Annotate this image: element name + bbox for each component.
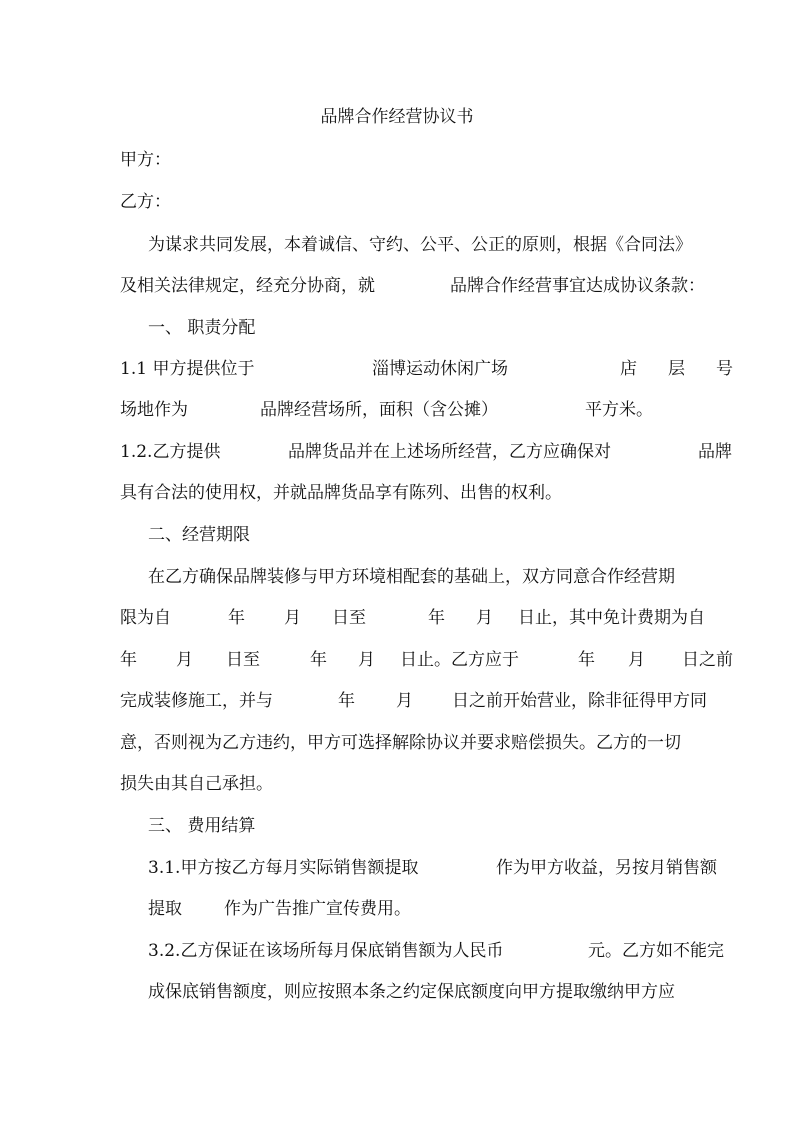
term-start-year: 年 (228, 608, 245, 628)
open-year: 年 (338, 691, 355, 711)
clause-3-1-text-c: 提取 (148, 899, 182, 919)
party-a-label: 甲方： (120, 150, 171, 170)
clause-1-2-line-2: 具有合法的使用权，并就品牌货品享有陈列、出售的权利。 (120, 483, 562, 503)
clause-3-2-text-b: 元。乙方如不能完 (588, 941, 724, 961)
decor-end-text: 日之前 (682, 650, 733, 670)
clause-1-1-number: 号 (716, 359, 733, 379)
section-2-line-1: 在乙方确保品牌装修与甲方环境相配套的基础上，双方同意合作经营期 (148, 567, 675, 587)
clause-1-2-text-b: 品牌货品并在上述场所经营，乙方应确保对 (288, 442, 611, 462)
open-label: 完成装修施工，并与 (120, 691, 273, 711)
decor-month: 月 (628, 650, 645, 670)
term-start-day-to: 日至 (332, 608, 366, 628)
clause-1-1-text-f: 场地作为 (120, 400, 188, 420)
party-b-label: 乙方： (120, 192, 171, 212)
section-3-heading: 三、 费用结算 (148, 816, 256, 836)
free-end-text: 日止。乙方应于 (400, 650, 519, 670)
free-end-year: 年 (310, 650, 327, 670)
section-2-line-5: 意，否则视为乙方违约，甲方可选择解除协议并要求赔偿损失。乙方的一切 (120, 733, 681, 753)
clause-1-1-location: 淄博运动休闲广场 (372, 359, 508, 379)
clause-3-2-text-a: 3.2.乙方保证在该场所每月保底销售额为人民币 (148, 941, 504, 961)
clause-1-1-floor: 层 (668, 359, 685, 379)
open-month: 月 (396, 691, 413, 711)
clause-3-1-text-d: 作为广告推广宣传费用。 (224, 899, 411, 919)
free-end-month: 月 (358, 650, 375, 670)
clause-1-1-text-h: 平方米。 (585, 400, 653, 420)
open-end-text: 日之前开始营业，除非征得甲方同 (452, 691, 707, 711)
clause-1-1-text-a: 1.1 甲方提供位于 (120, 359, 255, 379)
clause-1-2-text-c: 品牌 (698, 442, 732, 462)
term-from-label: 限为自 (120, 608, 171, 628)
decor-year: 年 (578, 650, 595, 670)
free-start-month: 月 (176, 650, 193, 670)
term-end-text: 日止，其中免计费期为自 (518, 608, 705, 628)
clause-3-1-text-a: 3.1.甲方按乙方每月实际销售额提取 (148, 858, 419, 878)
intro-text-1: 为谋求共同发展，本着诚信、守约、公平、公正的原则，根据《合同法》 (148, 235, 692, 255)
intro-text-2a: 及相关法律规定，经充分协商，就 (120, 276, 375, 296)
term-end-month: 月 (476, 608, 493, 628)
free-start-year: 年 (120, 650, 137, 670)
clause-1-1-store: 店 (620, 359, 637, 379)
term-start-month: 月 (284, 608, 301, 628)
section-2-heading: 二、经营期限 (148, 525, 250, 545)
clause-3-2-line-2: 成保底销售额度，则应按照本条之约定保底额度向甲方提取缴纳甲方应 (148, 982, 675, 1002)
clause-1-1-text-g: 品牌经营场所，面积（含公摊） (260, 400, 498, 420)
section-1-heading: 一、 职责分配 (148, 318, 256, 338)
intro-text-2b: 品牌合作经营事宜达成协议条款： (450, 276, 705, 296)
clause-3-1-text-b: 作为甲方收益，另按月销售额 (496, 858, 717, 878)
section-2-line-6: 损失由其自己承担。 (120, 774, 273, 794)
free-start-day-to: 日至 (226, 650, 260, 670)
term-end-year: 年 (428, 608, 445, 628)
clause-1-2-text-a: 1.2.乙方提供 (120, 442, 221, 462)
document-title: 品牌合作经营协议书 (320, 107, 474, 127)
